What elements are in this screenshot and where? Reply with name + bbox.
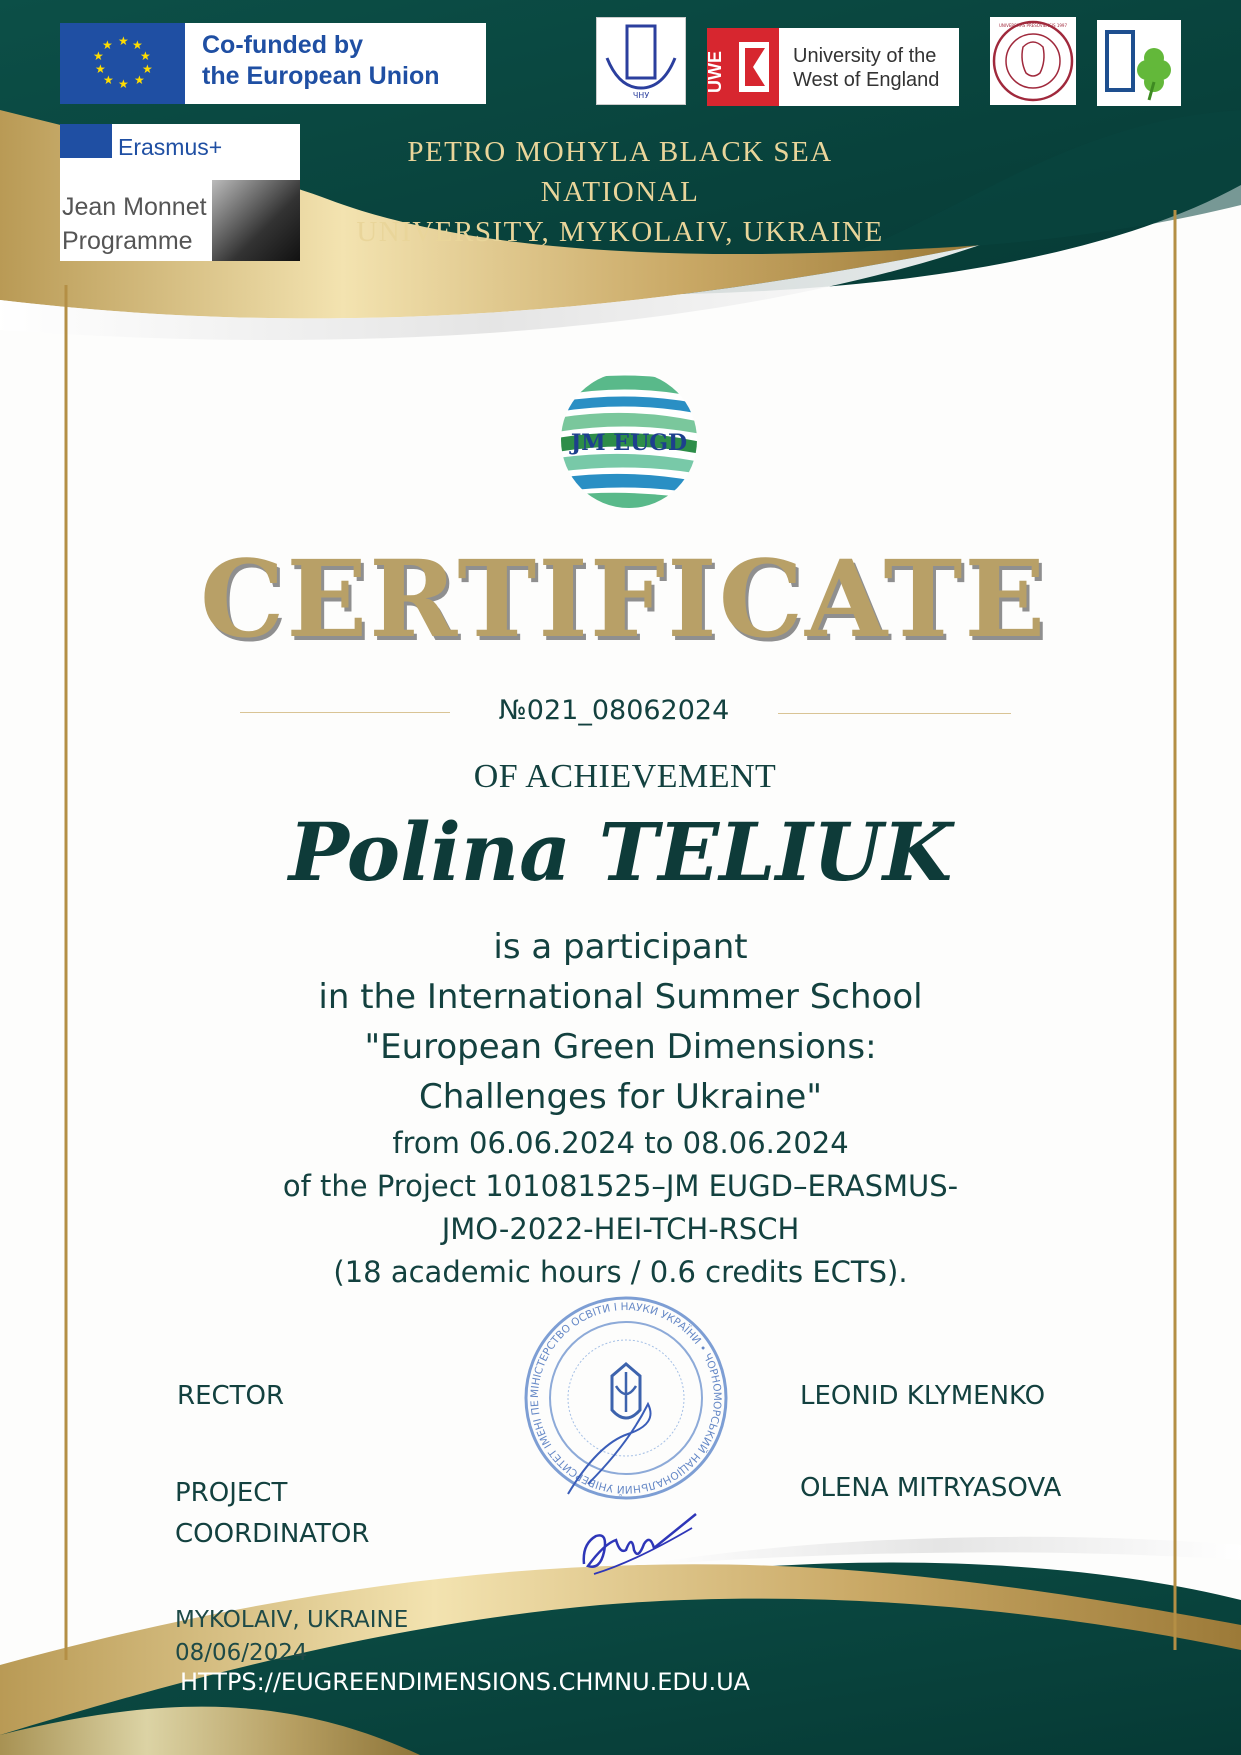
coordinator-signature (574, 1504, 704, 1580)
svg-text:JM EUGD: JM EUGD (570, 430, 688, 456)
divider-left (240, 712, 450, 713)
svg-text:★: ★ (93, 49, 104, 63)
body-line-7: JMO-2022-HEI-TCH-RSCH (441, 1212, 800, 1246)
divider-right (778, 713, 1011, 714)
body-line-8: (18 academic hours / 0.6 credits ECTS). (333, 1255, 908, 1289)
eu-flag-icon (60, 23, 185, 104)
body-line-3: "European Green Dimensions: (364, 1027, 877, 1067)
certificate-number: №021_08062024 (498, 695, 730, 726)
svg-text:ЧНУ: ЧНУ (632, 91, 650, 100)
svg-text:UNIVERSITAS PRESOVIENSIS 1997: UNIVERSITAS PRESOVIENSIS 1997 (998, 23, 1068, 28)
jean-monnet-label: Jean Monnet Programme (62, 193, 207, 255)
recipient-name: Polina TELIUK (288, 805, 953, 899)
certificate-subtitle: OF ACHIEVEMENT (473, 758, 777, 795)
eu-flag-small-icon (60, 124, 112, 158)
svg-text:UWE: UWE (707, 51, 725, 93)
erasmus-label: Erasmus+ (118, 134, 223, 160)
eu-cofunded-logo (60, 23, 486, 104)
svg-text:★: ★ (103, 73, 114, 87)
website-url[interactable]: HTTPS://EUGREENDIMENSIONS.CHMNU.EDU.UA (180, 1668, 751, 1696)
svg-text:★: ★ (140, 49, 151, 63)
eu-cofunded-text: Co-funded by the European Union (202, 31, 440, 90)
svg-text:★: ★ (95, 62, 106, 76)
official-stamp (508, 1294, 744, 1502)
svg-text:★: ★ (102, 38, 113, 52)
edu-clover-logo (1097, 20, 1181, 106)
svg-text:★: ★ (142, 62, 153, 76)
body-line-2: in the International Summer School (318, 977, 923, 1017)
certificate-title: CERTIFICATE (200, 536, 1048, 661)
rector-label: RECTOR (177, 1381, 285, 1411)
chnu-logo (596, 17, 686, 105)
issue-place: MYKOLAIV, UKRAINE (175, 1607, 409, 1633)
certificate-body (150, 922, 1091, 1294)
university-name: PETRO MOHYLA BLACK SEA NATIONAL UNIVERSITY, MYKOLAIV, UKRAINE (356, 136, 884, 248)
svg-text:★: ★ (118, 77, 129, 91)
coordinator-label: PROJECT COORDINATOR (175, 1478, 370, 1549)
jm-eugd-badge (557, 368, 701, 512)
coordinator-name: OLENA MITRYASOVA (800, 1473, 1062, 1503)
erasmus-jean-monnet-logo (60, 124, 300, 261)
issue-place-date (175, 1604, 408, 1670)
rector-name: LEONID KLYMENKO (800, 1381, 1046, 1411)
uwe-text: University of the West of England (793, 45, 940, 91)
svg-text:★: ★ (132, 38, 143, 52)
body-line-4: Challenges for Ukraine" (418, 1077, 822, 1117)
svg-text:★: ★ (118, 34, 129, 48)
presov-university-seal (990, 17, 1076, 105)
uwe-logo (707, 28, 959, 106)
svg-text:★: ★ (134, 73, 145, 87)
body-line-6: of the Project 101081525–JM EUGD–ERASMUS- (282, 1169, 959, 1203)
body-line-5: from 06.06.2024 to 08.06.2024 (392, 1126, 849, 1160)
svg-text:МІНІСТЕРСТВО ОСВІТИ І НАУКИ УК: МІНІСТЕРСТВО ОСВІТИ І НАУКИ УКРАЇНИ • ЧОРНОМОРСЬКИЙ НАЦІОНАЛЬНИЙ УНІВЕРСИТЕТ ІМЕНІ ПЕ (528, 1300, 724, 1496)
body-line-1: is a participant (493, 927, 748, 967)
uwe-mark-icon (707, 28, 779, 106)
issue-date: 08/06/2024 (175, 1640, 308, 1666)
jean-monnet-portrait (212, 180, 300, 261)
